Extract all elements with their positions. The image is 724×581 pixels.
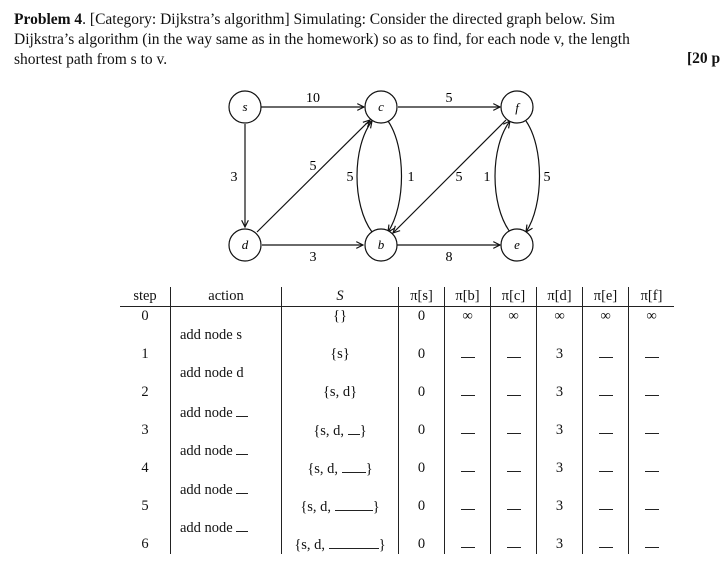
header-pi-s: π[s] [399, 287, 445, 307]
pi-s-cell: 0 [399, 497, 445, 516]
table-row [120, 535, 674, 554]
set-blank[interactable] [348, 422, 360, 435]
step-cell: 6 [141, 536, 149, 552]
table-row [120, 307, 674, 327]
pi-c-blank [491, 535, 537, 554]
header-action: action [171, 287, 282, 307]
action-blank[interactable] [236, 481, 248, 494]
pi-c-blank [491, 459, 537, 478]
pi-s-cell: 0 [399, 421, 445, 440]
action-blank[interactable] [236, 404, 248, 417]
set-blank[interactable] [335, 498, 373, 511]
pi-f-blank [629, 535, 675, 554]
pi-c-cell: ∞ [491, 307, 537, 327]
header-pi-e: π[e] [583, 287, 629, 307]
pi-b-cell: ∞ [445, 307, 491, 327]
pi-e-blank [583, 535, 629, 554]
action-blank[interactable] [236, 442, 248, 455]
pi-f-blank [629, 497, 675, 516]
node-e [501, 229, 533, 261]
pi-e-blank [583, 383, 629, 402]
node-c [365, 91, 397, 123]
action-label: add node [180, 404, 248, 422]
node-b [365, 229, 397, 261]
pi-b-blank [445, 345, 491, 364]
edge-b-c [357, 121, 372, 232]
problem-line-2: Dijkstra’s algorithm (in the way same as in the homework) so as to find, for each node v, the length [14, 31, 630, 48]
weight-c-f: 5 [445, 91, 453, 106]
pi-b-blank [445, 497, 491, 516]
weight-c-b: 1 [407, 170, 415, 185]
pi-s-cell: 0 [399, 307, 445, 327]
weight-b-c: 5 [346, 170, 354, 185]
set-blank[interactable] [342, 460, 366, 473]
table-row [120, 421, 674, 440]
pi-e-blank [583, 421, 629, 440]
pi-c-blank [491, 497, 537, 516]
svg-text:d: d [241, 237, 249, 252]
pi-f-cell: ∞ [629, 307, 675, 327]
table-row [120, 497, 674, 516]
set-cell: {} [282, 307, 399, 327]
set-cell: {s} [282, 345, 399, 364]
pi-c-blank [491, 383, 537, 402]
set-blank[interactable] [329, 536, 379, 549]
pi-d-cell: 3 [537, 345, 583, 364]
directed-graph [0, 0, 724, 290]
action-label: add node s [180, 327, 243, 343]
pi-b-blank [445, 459, 491, 478]
pi-e-blank [583, 459, 629, 478]
pi-d-cell: ∞ [537, 307, 583, 327]
step-cell: 2 [141, 384, 149, 400]
pi-d-cell: 3 [537, 421, 583, 440]
node-d [229, 229, 261, 261]
pi-s-cell: 0 [399, 459, 445, 478]
header-pi-d: π[d] [537, 287, 583, 307]
step-cell: 4 [141, 460, 149, 476]
set-cell: {s, d, } [282, 421, 399, 440]
pi-s-cell: 0 [399, 383, 445, 402]
weight-s-c: 10 [306, 91, 320, 106]
pi-d-cell: 3 [537, 383, 583, 402]
header-pi-c: π[c] [491, 287, 537, 307]
pi-e-blank [583, 497, 629, 516]
action-blank[interactable] [236, 519, 248, 532]
table-row [120, 383, 674, 402]
step-cell: 1 [141, 346, 149, 362]
action-label: add node d [180, 365, 244, 381]
table-row [120, 459, 674, 478]
pi-d-cell: 3 [537, 459, 583, 478]
pi-f-blank [629, 459, 675, 478]
set-cell: {s, d, } [282, 459, 399, 478]
points-label: [20 p [687, 50, 721, 67]
problem-title: Problem 4 [14, 11, 83, 28]
pi-e-cell: ∞ [583, 307, 629, 327]
pi-f-blank [629, 383, 675, 402]
node-f [501, 91, 533, 123]
node-s [229, 91, 261, 123]
step-cell: 0 [141, 308, 149, 324]
edge-c-b [388, 121, 402, 232]
weight-b-e: 8 [445, 250, 453, 265]
pi-d-cell: 3 [537, 497, 583, 516]
svg-text:f: f [515, 100, 519, 115]
header-set: S [282, 287, 399, 307]
action-label: add node [180, 519, 248, 537]
svg-text:c: c [378, 99, 384, 114]
weight-f-b: 5 [455, 170, 463, 185]
pi-b-blank [445, 535, 491, 554]
pi-e-blank [583, 345, 629, 364]
problem-category: [Category: Dijkstra’s algorithm] Simulating: Consider the directed graph below. Sim [89, 11, 615, 28]
pi-s-cell: 0 [399, 535, 445, 554]
table-header-row [120, 287, 674, 307]
pi-d-cell: 3 [537, 535, 583, 554]
weight-d-b: 3 [309, 250, 317, 265]
pi-c-blank [491, 421, 537, 440]
action-label: add node [180, 442, 248, 460]
set-cell: {s, d} [282, 383, 399, 402]
step-cell: 3 [141, 422, 149, 438]
edge-e-f [495, 121, 510, 232]
weight-s-d: 3 [230, 170, 238, 185]
pi-f-blank [629, 345, 675, 364]
header-pi-f: π[f] [629, 287, 675, 307]
problem-line-3: shortest path from s to v. [14, 51, 168, 68]
action-cell [171, 307, 282, 327]
problem-line-1: Problem 4. [Category: Dijkstra’s algorithm] Simulating: Consider the directed graph below. Sim [14, 11, 615, 28]
svg-text:s: s [242, 99, 248, 114]
weight-e-f: 1 [483, 170, 491, 185]
weight-d-c: 5 [309, 159, 317, 174]
pi-f-blank [629, 421, 675, 440]
weight-f-e: 5 [543, 170, 551, 185]
pi-s-cell: 0 [399, 345, 445, 364]
table-row [120, 345, 674, 364]
pi-b-blank [445, 421, 491, 440]
edge-f-e [526, 121, 540, 232]
header-pi-b: π[b] [445, 287, 491, 307]
action-label: add node [180, 481, 248, 499]
pi-b-blank [445, 383, 491, 402]
step-cell: 5 [141, 498, 149, 514]
pi-c-blank [491, 345, 537, 364]
set-cell: {s, d, } [282, 497, 399, 516]
svg-text:e: e [514, 237, 520, 252]
set-cell: {s, d, } [282, 535, 399, 554]
svg-text:b: b [377, 237, 385, 252]
header-step: step [120, 287, 171, 307]
